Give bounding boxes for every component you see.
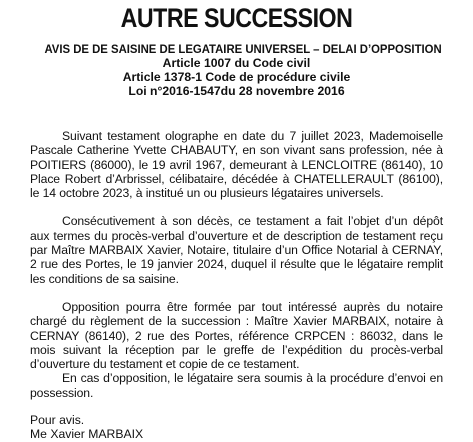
paragraph-depot: Consécutivement à son décès, ce testament a fait l’objet d’un dépôt aux termes du procès-verbal d’ouverture et de description de testament reçu par Maître MARBAIX Xavier, Notaire, titulaire d’un Office Notarial à CERNAY, 2 rue des Portes, le 19 janvier 2024, duquel il résulte que le légataire remplit les conditions de sa saisine. — [30, 214, 443, 286]
paragraph-opposition: Opposition pourra être formée par tout intéressé auprès du notaire chargé du règlement de la succession : Maître Xavier MARBAIX, notaire à CERNAY (86140), 2 rue des Portes, référence CRPCEN : 86032, dans le mois suivant la réception par le greffe de l’expédition du procès-verbal d’ouverture du testament et copie de ce testament. — [30, 299, 443, 372]
notice-subheading-loi: Loi n°2016-1547du 28 novembre 2016 — [128, 84, 345, 98]
closing-text: Pour avis. — [30, 413, 85, 428]
notice-subheading-article-1007: Article 1007 du Code civil — [162, 56, 311, 70]
notice-subheading-avis: AVIS DE DE SAISINE DE LEGATAIRE UNIVERSEL – DELAI D’OPPOSITION — [44, 42, 442, 56]
notice-title: AUTRE SUCCESSION — [120, 3, 353, 33]
paragraph-envoi-en-possession: En cas d’opposition, le légataire sera soumis à la procédure d’envoi en possession. — [30, 371, 443, 400]
paragraph-testament: Suivant testament olographe en date du 7 juillet 2023, Mademoiselle Pascale Catherine Yvette CHABAUTY, en son vivant sans profession, née à POITIERS (86000), le 19 avril 1967, demeurant à LENCLOITRE (86140), 10 Place Robert d’Arbrissel, célibataire, décédée à CHATELLERAULT (86100), le 14 octobre 2023, à institué un ou plusieurs légataires universels. — [30, 129, 443, 201]
signature: Me Xavier MARBAIX — [30, 427, 144, 442]
notice-subheadings — [30, 42, 443, 98]
notice-subheading-article-1378: Article 1378-1 Code de procédure civile — [122, 70, 351, 84]
